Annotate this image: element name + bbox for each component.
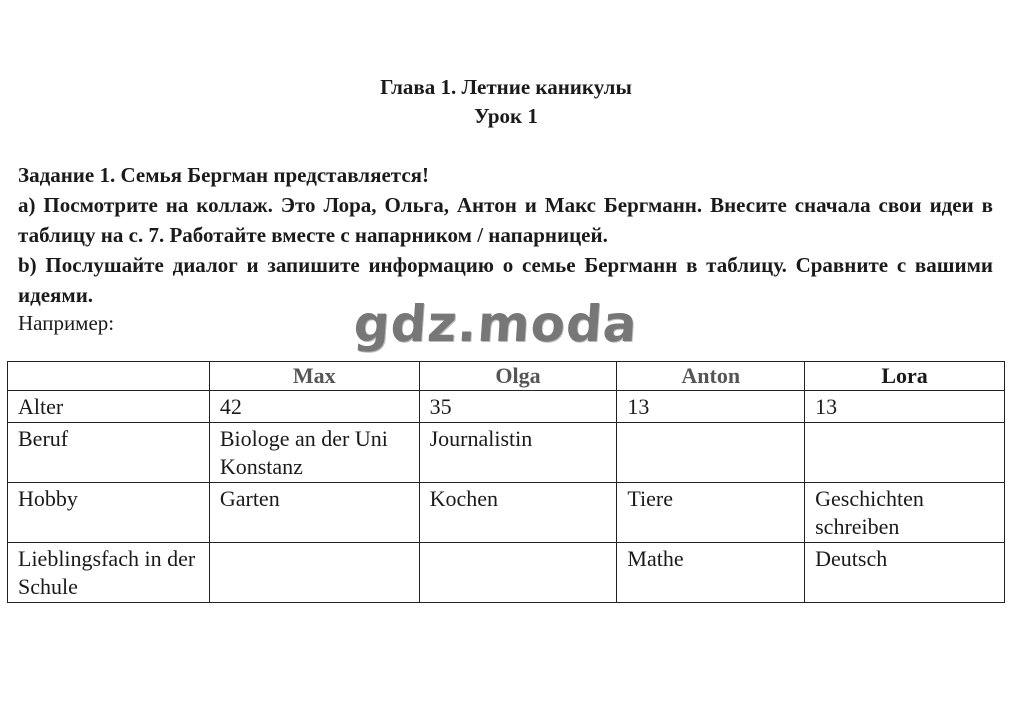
table-cell: 42 <box>209 391 419 423</box>
table-cell: 13 <box>617 391 805 423</box>
lesson-title: Урок 1 <box>474 104 538 128</box>
table-cell: 13 <box>805 391 1005 423</box>
row-label: Beruf <box>8 423 210 483</box>
header-cell-anton: Anton <box>617 362 805 391</box>
table-cell: Journalistin <box>419 423 617 483</box>
task-part-b: b) Послушайте диалог и запишите информацию о семье Бергманн в таблицу. Сравните с вашими идеями. <box>18 253 993 307</box>
task-heading: Задание 1. Семья Бергман представляется! <box>18 163 430 187</box>
table-cell: Deutsch <box>805 543 1005 603</box>
example-label: Например: <box>18 311 115 335</box>
row-label: Alter <box>8 391 210 423</box>
row-label: Hobby <box>8 483 210 543</box>
table-row <box>8 483 1005 543</box>
table-cell: Garten <box>209 483 419 543</box>
table-cell: Kochen <box>419 483 617 543</box>
header-cell-lora: Lora <box>805 362 1005 391</box>
table-header-row <box>8 362 1005 391</box>
task-part-a: a) Посмотрите на коллаж. Это Лора, Ольга, Антон и Макс Бергманн. Внесите сначала свои идеи в таблицу на с. 7. Работайте вместе с напарником / напарницей. <box>18 193 993 247</box>
table-cell <box>805 423 1005 483</box>
table-cell: Tiere <box>617 483 805 543</box>
table-cell: Geschichten schreiben <box>805 483 1005 543</box>
row-label: Lieblingsfach in der Schule <box>8 543 210 603</box>
header-cell-max: Max <box>209 362 419 391</box>
table-cell <box>419 543 617 603</box>
table-cell: 35 <box>419 391 617 423</box>
table-row <box>8 423 1005 483</box>
header-cell-olga: Olga <box>419 362 617 391</box>
table-cell <box>617 423 805 483</box>
chapter-title: Глава 1. Летние каникулы <box>380 75 632 99</box>
table-cell <box>209 543 419 603</box>
table-cell: Biologe an der Uni Konstanz <box>209 423 419 483</box>
header-cell-empty <box>8 362 210 391</box>
table-cell: Mathe <box>617 543 805 603</box>
table-row <box>8 391 1005 423</box>
watermark-logo: gdz.moda <box>351 295 640 353</box>
table-row <box>8 543 1005 603</box>
family-table <box>7 361 1005 603</box>
